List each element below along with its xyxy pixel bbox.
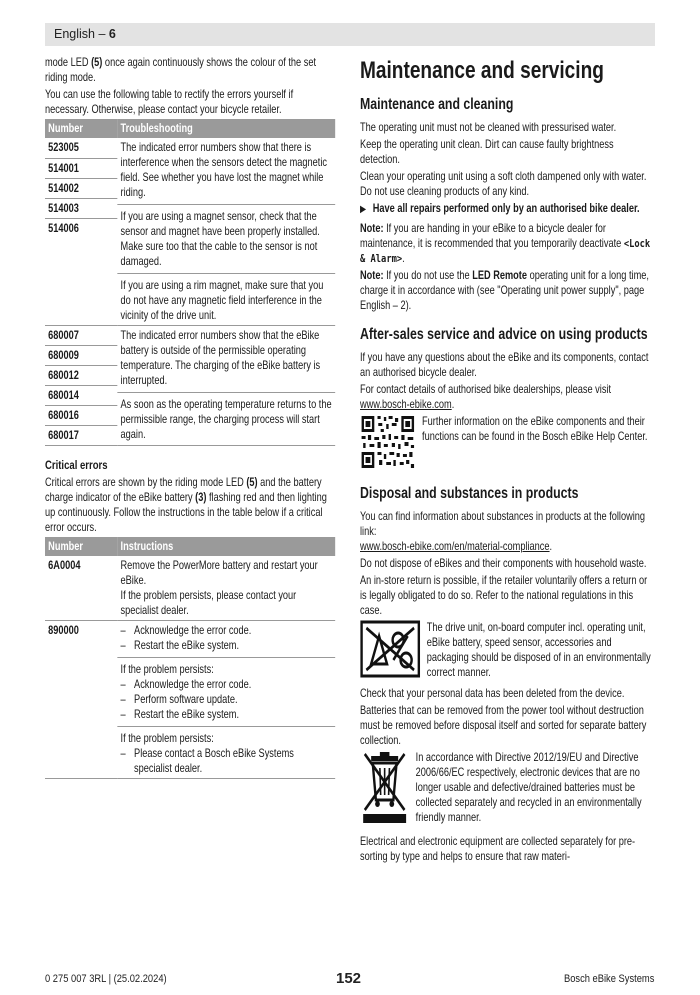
aftersales-text: . — [451, 398, 455, 411]
critical-ref: (5) — [246, 476, 258, 489]
qr-code-icon[interactable] — [360, 414, 416, 470]
arrow-right-icon: ▶ — [360, 204, 367, 215]
table-header-row — [45, 119, 335, 138]
critical-errors-paragraph — [45, 475, 335, 535]
intro-text: mode LED — [45, 56, 92, 69]
material-compliance-link[interactable]: www.bosch-ebike.com/en/material-compliance — [360, 540, 550, 553]
instruction-list — [121, 623, 332, 653]
col-number-header: Number — [45, 119, 117, 138]
disposal-paragraph: Check that your personal data has been deleted from the device. — [360, 687, 625, 700]
note-lock-alarm — [360, 221, 654, 266]
note-product: LED Remote — [472, 269, 528, 282]
col-troubleshooting-header: Troubleshooting — [117, 119, 335, 138]
instruction-text: Remove the PowerMore battery and restart your eBike. — [120, 559, 318, 587]
disposal-text: . — [549, 540, 553, 553]
cell-divider — [117, 273, 335, 274]
right-column — [360, 55, 654, 866]
instruction-text: If the problem persists, please contact your specialist dealer. — [120, 589, 297, 617]
trouble-text: The indicated error numbers show that the eBike battery is outside of the permissible operating temperature. The charging of the eBike battery is interrupted. — [120, 329, 321, 387]
list-item: – Restart the eBike system. — [121, 707, 332, 722]
disposal-heading: Disposal and substances in products — [360, 485, 579, 502]
repair-instruction-text: Have all repairs performed only by an authorised bike dealer. — [372, 202, 640, 215]
crossed-bin-icon — [360, 750, 409, 830]
critical-text: flashing red and then lighting up continuously. Follow the instructions in the table below if a critical error occurs. — [45, 491, 327, 534]
weee-icon-row — [360, 750, 654, 830]
repair-instruction — [360, 201, 654, 217]
page-header-bar — [45, 23, 655, 46]
aftersales-heading: After-sales service and advice on using products — [360, 326, 648, 343]
persist-text: If the problem persists: — [120, 663, 214, 676]
header-page-num: 6 — [108, 27, 116, 41]
error-code: 514006 — [45, 218, 117, 326]
note-code: <Lock & Alarm> — [360, 237, 651, 265]
intro-ref: (5) — [91, 56, 103, 69]
trouble-text: As soon as the operating temperature returns to the permissible range, the charging process will start again. — [120, 398, 332, 441]
troubleshooting-table — [45, 119, 335, 446]
maintenance-heading: Maintenance and cleaning — [360, 96, 514, 113]
weee-icon-text: In accordance with Directive 2012/19/EU and Directive 2006/66/EC respectively, electronic devices that are no longer usable and defective/drained batteries must be collected separately and recycled in an environmentally friendly manner. — [415, 751, 642, 824]
list-item: – Please contact a Bosch eBike Systems specialist dealer. — [121, 746, 332, 776]
header-separator: – — [95, 27, 109, 41]
error-code: 6A0004 — [45, 556, 117, 621]
col-instructions-header: Instructions — [117, 537, 335, 556]
footer-brand: Bosch eBike Systems — [563, 973, 654, 985]
aftersales-paragraph: If you have any questions about the eBike and its components, contact an authorised bicycle dealer. — [360, 351, 649, 379]
section-title: Maintenance and servicing — [360, 57, 604, 84]
instruction-list — [121, 746, 332, 776]
error-code: 514001 — [45, 158, 117, 178]
critical-text: Critical errors are shown by the riding mode LED — [45, 476, 247, 489]
critical-errors-table — [45, 537, 335, 779]
left-column — [45, 55, 335, 779]
list-item: – Restart the eBike system. — [121, 638, 332, 653]
disposal-paragraph: Electrical and electronic equipment are collected separately for pre-sorting by type and helps to ensure that raw materi- — [360, 835, 636, 863]
qr-info-row — [360, 414, 654, 470]
col-number-header: Number — [45, 537, 117, 556]
cell-divider — [117, 657, 335, 658]
disposal-paragraph: Batteries that can be removed from the power tool without destruction must be removed before disposal itself and sorted for separate battery collection. — [360, 704, 647, 747]
error-code: 514003 — [45, 198, 117, 218]
error-code: 890000 — [45, 621, 117, 779]
disposal-paragraph: Do not dispose of eBikes and their components with household waste. — [360, 557, 647, 570]
list-item: – Acknowledge the error code. — [121, 623, 332, 638]
intro-paragraph-1 — [45, 55, 335, 85]
cell-divider — [117, 726, 335, 727]
note-label: Note: — [360, 222, 384, 235]
list-item: – Perform software update. — [121, 692, 332, 707]
instructions-cell — [117, 621, 335, 779]
error-code: 680007 — [45, 326, 117, 346]
error-code: 680009 — [45, 346, 117, 366]
instruction-list — [121, 677, 332, 722]
note-text: If you do not use the — [383, 269, 473, 282]
note-led-remote — [360, 268, 654, 313]
error-code: 514002 — [45, 178, 117, 198]
disposal-icon-row — [360, 620, 654, 682]
footer-doc-id: 0 275 007 3RL | (25.02.2024) — [45, 973, 167, 985]
intro-paragraph-2: You can use the following table to rectify the errors yourself if necessary. Otherwise, please contact your bicycle retailer. — [45, 88, 294, 116]
trouble-text: If you are using a rim magnet, make sure that you do not have any magnetic field interference in the vicinity of the drive unit. — [120, 279, 324, 322]
maint-paragraph: Keep the operating unit clean. Dirt can cause faulty brightness detection. — [360, 138, 614, 166]
disposal-paragraph: An in-store return is possible, if the retailer voluntarily offers a return or is legally obligated to do so. Refer to the national regulations in this case. — [360, 574, 648, 617]
critical-errors-heading: Critical errors — [45, 458, 108, 472]
note-label: Note: — [360, 269, 384, 282]
troubleshooting-cell — [117, 326, 335, 446]
instructions-cell — [117, 556, 335, 621]
maint-paragraph: Clean your operating unit using a soft cloth dampened only with water. Do not use cleaning products of any kind. — [360, 170, 647, 198]
troubleshooting-cell — [117, 138, 335, 326]
error-code: 680012 — [45, 366, 117, 386]
table-row — [45, 326, 335, 346]
intro-text-after: once again continuously shows the colour of the set riding mode. — [45, 56, 317, 84]
recycling-disposal-icon — [360, 620, 420, 682]
error-code: 680016 — [45, 406, 117, 426]
table-header-row — [45, 537, 335, 556]
persist-text: If the problem persists: — [120, 732, 214, 745]
page-header — [54, 27, 116, 41]
trouble-text: If you are using a magnet sensor, check that the sensor and magnet have been properly installed. Make sure too that the cable to the sensor is not damaged. — [120, 210, 320, 268]
note-text: If you are handing in your eBike to a bicycle dealer for maintenance, it is recommended that you temporarily deactivate — [360, 222, 624, 250]
header-language: English — [54, 27, 95, 41]
list-item: – Acknowledge the error code. — [121, 677, 332, 692]
maint-paragraph: The operating unit must not be cleaned with pressurised water. — [360, 121, 617, 134]
error-code: 680017 — [45, 426, 117, 446]
error-code: 680014 — [45, 386, 117, 406]
bosch-ebike-link[interactable]: www.bosch-ebike.com — [360, 398, 452, 411]
footer-page-number: 152 — [336, 970, 362, 987]
disposal-icon-text: The drive unit, on-board computer incl. operating unit, eBike battery, speed sensor, accessories and packaging should be disposed of in an environmentally correct manner. — [426, 621, 651, 679]
table-row — [45, 138, 335, 158]
note-text: . — [402, 252, 405, 265]
note-text: operating unit for a long time, charge it in accordance with (see "Operating unit power supply", page English – 2). — [360, 269, 649, 312]
disposal-link-paragraph — [360, 539, 654, 554]
cell-divider — [117, 392, 335, 393]
trouble-text: The indicated error numbers show that there is interference when the sensors detect the magnetic field. See whether you have lost the magnet while riding. — [120, 141, 328, 199]
cell-divider — [117, 204, 335, 205]
disposal-paragraph: You can find information about substances in products at the following link: — [360, 510, 646, 538]
critical-ref: (3) — [195, 491, 207, 504]
qr-info-text: Further information on the eBike components and their functions can be found in the Bosch eBike Help Center. — [422, 415, 648, 443]
table-row — [45, 556, 335, 621]
critical-text: and the battery charge indicator of the eBike battery — [45, 476, 322, 504]
aftersales-text: For contact details of authorised bike dealerships, please visit — [360, 383, 612, 396]
aftersales-paragraph — [360, 382, 654, 412]
error-code: 523005 — [45, 138, 117, 158]
table-row — [45, 621, 335, 779]
